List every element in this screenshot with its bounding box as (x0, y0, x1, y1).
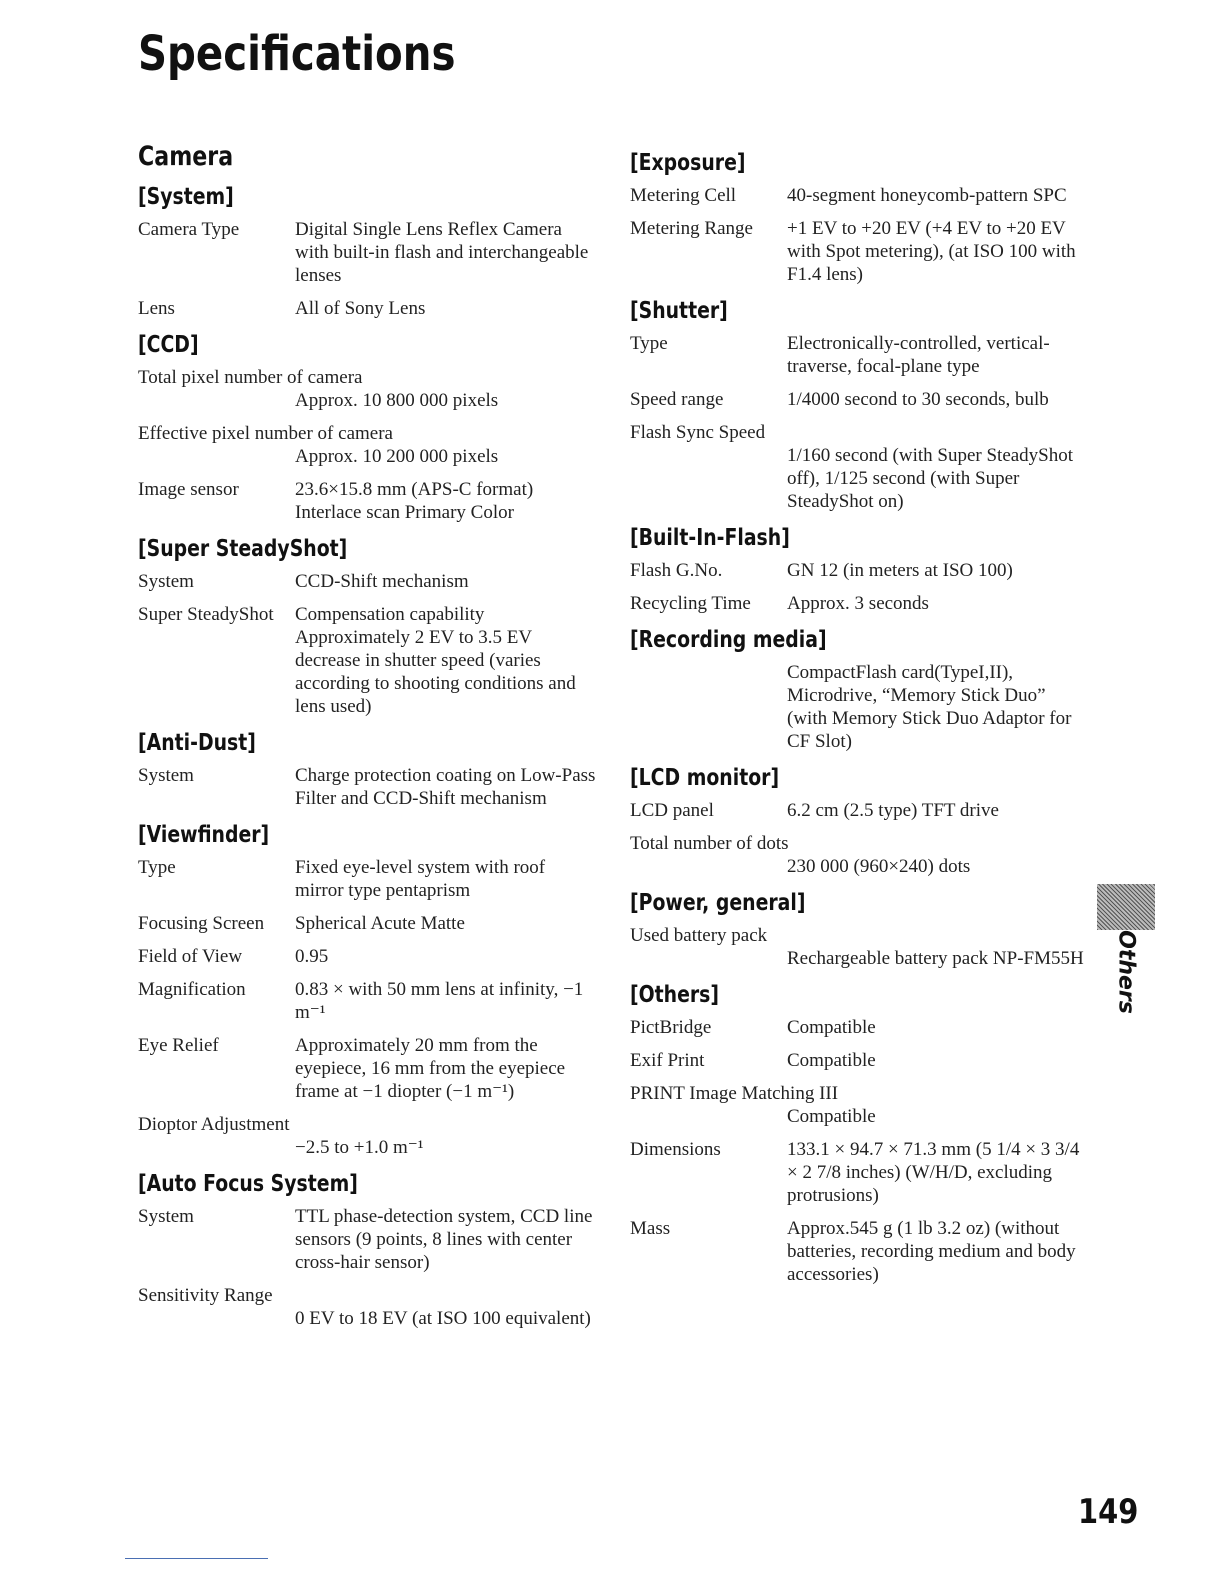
spec-row (138, 422, 598, 468)
spec-label: Eye Relief (138, 1035, 219, 1056)
spec-value: CompactFlash card(TypeI,II), Microdrive, “Memory Stick Duo” (with Memory Stick Duo Adaptor for CF Slot) (787, 662, 1072, 752)
spec-value: Fixed eye-level system with roof mirror type pentaprism (295, 857, 546, 901)
spec-label: Field of View (138, 946, 243, 967)
spec-row (630, 184, 1090, 207)
spec-value: +1 EV to +20 EV (+4 EV to +20 EV with Spot metering), (at ISO 100 with F1.4 lens) (787, 218, 1076, 285)
spec-value: 230 000 (960×240) dots (787, 856, 971, 877)
spec-row (630, 924, 1090, 970)
spec-row (138, 1034, 598, 1103)
spec-label: Magnification (138, 979, 246, 1000)
spec-value: Compatible (787, 1106, 876, 1127)
subsection-heading: [Super SteadyShot] (138, 536, 348, 562)
spec-label: Exif Print (630, 1050, 705, 1071)
right-spec-column (630, 140, 1090, 1296)
subsection-heading: [Exposure] (630, 150, 746, 176)
spec-value: Approx.545 g (1 lb 3.2 oz) (without batteries, recording medium and body accessories) (787, 1218, 1076, 1285)
spec-row (138, 1284, 598, 1330)
spec-label: Mass (630, 1218, 671, 1239)
spec-value: 40-segment honeycomb-pattern SPC (787, 185, 1067, 206)
spec-row (630, 1217, 1090, 1286)
spec-row (630, 421, 1090, 513)
page-number: 149 (1078, 1492, 1139, 1532)
spec-row (138, 366, 598, 412)
spec-label: System (138, 1206, 194, 1227)
spec-row (138, 1205, 598, 1274)
subsection-heading: [Built-In-Flash] (630, 525, 790, 551)
spec-label: Used battery pack (630, 925, 768, 946)
spec-label: Super SteadyShot (138, 604, 274, 625)
spec-value: 0 EV to 18 EV (at ISO 100 equivalent) (295, 1308, 591, 1329)
spec-row (138, 856, 598, 902)
spec-row (138, 478, 598, 524)
spec-value: −2.5 to +1.0 m⁻¹ (295, 1137, 424, 1158)
spec-value: Digital Single Lens Reflex Camera with built-in flash and interchangeable lenses (295, 219, 589, 286)
side-tab-label: Others (1113, 930, 1139, 1014)
subsection-heading: [Viewfinder] (138, 822, 270, 848)
spec-value: 1/4000 second to 30 seconds, bulb (787, 389, 1049, 410)
spec-row (630, 661, 1090, 753)
spec-value: 1/160 second (with Super SteadyShot off), 1/125 second (with Super SteadyShot on) (787, 445, 1074, 512)
spec-label: PictBridge (630, 1017, 712, 1038)
subsection-heading: [LCD monitor] (630, 765, 780, 791)
spec-value: TTL phase-detection system, CCD line sensors (9 points, 8 lines with center cross-hair sensor) (295, 1206, 593, 1273)
subsection-heading: [Shutter] (630, 298, 728, 324)
spec-label: Total number of dots (630, 833, 789, 854)
spec-value: Approx. 10 200 000 pixels (295, 446, 499, 467)
spec-label: LCD panel (630, 800, 714, 821)
spec-row (630, 592, 1090, 615)
spec-label: Flash G.No. (630, 560, 723, 581)
spec-value: Spherical Acute Matte (295, 913, 465, 934)
spec-row (630, 332, 1090, 378)
spec-row (630, 799, 1090, 822)
page-title: Specifications (138, 26, 456, 82)
spec-value: GN 12 (in meters at ISO 100) (787, 560, 1013, 581)
spec-row (138, 1113, 598, 1159)
spec-value: Compensation capability Approximately 2 EV to 3.5 EV decrease in shutter speed (varies according to shooting conditions and lens used) (295, 604, 576, 717)
spec-label: Flash Sync Speed (630, 422, 766, 443)
spec-row (630, 1082, 1090, 1128)
spec-value: Approx. 3 seconds (787, 593, 929, 614)
spec-row (138, 603, 598, 718)
spec-label: Image sensor (138, 479, 239, 500)
spec-value: 133.1 × 94.7 × 71.3 mm (5 1/4 × 3 3/4 × 2 7/8 inches) (W/H/D, excluding protrusions) (787, 1139, 1080, 1206)
spec-row (630, 1049, 1090, 1072)
spec-value: All of Sony Lens (295, 298, 426, 319)
spec-label: Metering Range (630, 218, 753, 239)
section-heading: Camera (138, 141, 234, 172)
spec-value: Compatible (787, 1050, 876, 1071)
spec-value: Compatible (787, 1017, 876, 1038)
spec-value: 6.2 cm (2.5 type) TFT drive (787, 800, 999, 821)
subsection-heading: [Auto Focus System] (138, 1171, 358, 1197)
spec-row (138, 912, 598, 935)
subsection-heading: [Anti-Dust] (138, 730, 256, 756)
spec-row (630, 388, 1090, 411)
spec-label: Metering Cell (630, 185, 737, 206)
spec-value: Approx. 10 800 000 pixels (295, 390, 499, 411)
spec-row (138, 570, 598, 593)
spec-row (138, 945, 598, 968)
spec-value: 0.83 × with 50 mm lens at infinity, −1 m⁻¹ (295, 979, 584, 1023)
spec-row (630, 217, 1090, 286)
spec-label: Type (630, 333, 668, 354)
subsection-heading: [CCD] (138, 332, 199, 358)
subsection-heading: [Recording media] (630, 627, 827, 653)
spec-label: Effective pixel number of camera (138, 423, 393, 444)
spec-row (138, 297, 598, 320)
spec-row (630, 559, 1090, 582)
spec-value: 23.6×15.8 mm (APS-C format) Interlace scan Primary Color (295, 479, 534, 523)
spec-value: Approximately 20 mm from the eyepiece, 16 mm from the eyepiece frame at −1 diopter (−1 m⁻¹) (295, 1035, 566, 1102)
spec-label: Dioptor Adjustment (138, 1114, 290, 1135)
left-spec-column (138, 140, 598, 1340)
spec-label: Focusing Screen (138, 913, 265, 934)
spec-label: System (138, 765, 194, 786)
spec-label: Total pixel number of camera (138, 367, 363, 388)
spec-label: Dimensions (630, 1139, 721, 1160)
subsection-heading: [Others] (630, 982, 720, 1008)
footer-rule (125, 1558, 268, 1559)
section-tab-marker (1097, 884, 1155, 930)
spec-label: Type (138, 857, 176, 878)
spec-label: Camera Type (138, 219, 240, 240)
spec-label: PRINT Image Matching III (630, 1083, 839, 1104)
subsection-heading: [Power, general] (630, 890, 806, 916)
spec-label: Sensitivity Range (138, 1285, 273, 1306)
spec-value: Electronically-controlled, vertical-traverse, focal-plane type (787, 333, 1050, 377)
subsection-heading: [System] (138, 184, 234, 210)
spec-label: Lens (138, 298, 175, 319)
spec-row (630, 832, 1090, 878)
spec-row (630, 1016, 1090, 1039)
spec-row (138, 764, 598, 810)
spec-value: Charge protection coating on Low-Pass Filter and CCD-Shift mechanism (295, 765, 596, 809)
spec-label: System (138, 571, 194, 592)
spec-value: Rechargeable battery pack NP-FM55H (787, 948, 1084, 969)
spec-label: Recycling Time (630, 593, 751, 614)
spec-row (138, 218, 598, 287)
spec-row (630, 1138, 1090, 1207)
spec-value: 0.95 (295, 946, 329, 967)
spec-row (138, 978, 598, 1024)
spec-label: Speed range (630, 389, 724, 410)
spec-value: CCD-Shift mechanism (295, 571, 469, 592)
